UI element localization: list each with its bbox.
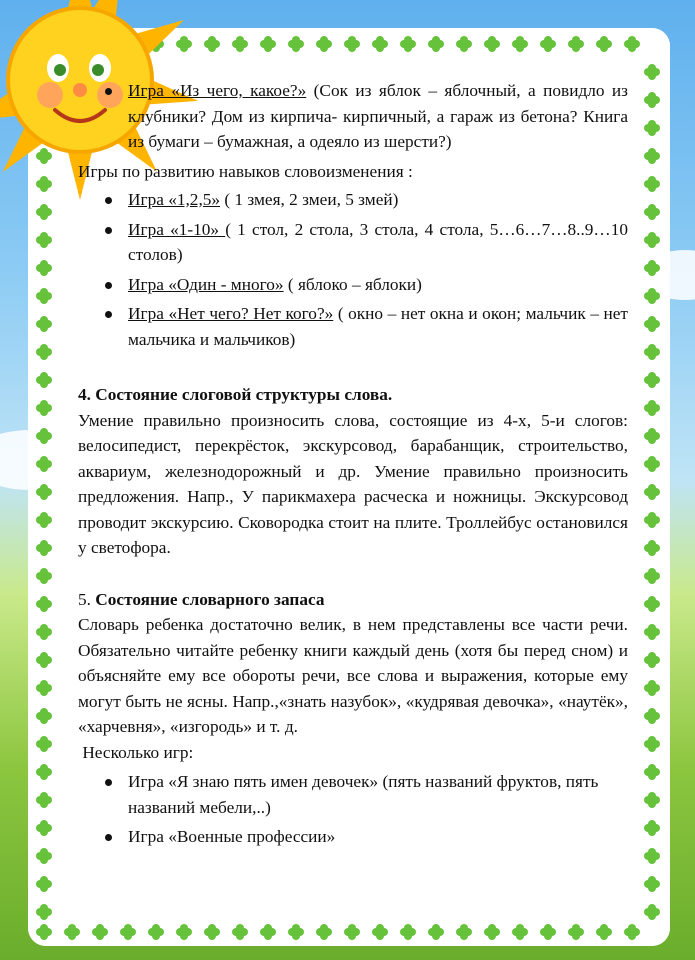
list-item [78, 272, 628, 298]
bullet-icon [105, 779, 112, 786]
list-item [78, 78, 628, 155]
section-5-intro: Несколько игр: [78, 742, 194, 762]
paragraph-intro: Игры по развитию навыков словоизменения : [78, 161, 413, 181]
section-5-heading: Состояние словарного запаса [95, 589, 325, 609]
bullet-icon [105, 227, 112, 234]
document-content [78, 78, 628, 854]
game-description: ( 1 стол, 2 стола, 3 стола, 4 стола, 5…6…7…8..9…10 столов) [128, 219, 628, 264]
section-5-text: Словарь ребенка достаточно велик, в нем представлены все части речи. Обязательно читайте ребенку книги каждый день (хотя бы перед сном) и объясняйте ему все обороты речи, все слова и выражения, которые ему могут быть не ясны. Напр.,«знать назубок», «кудрявая девочка», «наутёк», «харчевня», «изгородь» и т. д. [78, 615, 628, 736]
section-5-number: 5. [78, 589, 96, 609]
game-title: Игра «Один - много» [128, 274, 284, 294]
game-title: Игра «Нет чего? Нет кого?» [128, 304, 334, 323]
bullet-icon [105, 834, 112, 841]
section-5-heading-line [78, 587, 628, 613]
list-item [78, 187, 628, 213]
game-item: Игра «Я знаю пять имен девочек» (пять названий фруктов, пять названий мебели,..) [128, 772, 599, 817]
list-item [78, 824, 628, 850]
list-item [78, 301, 628, 352]
game-description: ( окно – нет окна и окон; мальчик – нет мальчика и мальчиков) [128, 304, 628, 349]
list-item [78, 217, 628, 268]
bullet-icon [105, 88, 112, 95]
game-title: Игра «Из чего, какое?» [128, 81, 307, 100]
list-item [78, 769, 628, 820]
section-4-heading: 4. Состояние слоговой структуры слова. [78, 385, 393, 404]
game-description: ( яблоко – яблоки) [283, 274, 422, 294]
game-title: Игра «1-10» [128, 219, 226, 239]
game-item: Игра «Военные профессии» [128, 827, 336, 846]
bullet-icon [105, 282, 112, 289]
bullet-list-2 [78, 187, 628, 352]
game-description: (Сок из яблок – яблочный, а повидло из клубники? Дом из кирпича- кирпичный, а гараж из бетона? Книга из бумаги – бумажная, а одеяло из шерсти?) [128, 81, 629, 151]
bullet-list-3 [78, 769, 628, 850]
game-description: ( 1 змея, 2 змеи, 5 змей) [220, 190, 399, 209]
bullet-icon [105, 197, 112, 204]
section-4-text: Умение правильно произносить слова, состоящие из 4-х, 5-и слогов: велосипедист, перекрёсток, экскурсовод, барабанщик, строительство, аквариум, железнодорожный и др. Умение правильно произносить предложения. Напр., У парикмахера расческа и ножницы. Экскурсовод проводит экскурсию. Сковородка стоит на плите. Троллейбус остановился у светофора. [78, 410, 628, 557]
bullet-icon [105, 311, 112, 318]
bullet-list-1 [78, 78, 628, 155]
game-title: Игра «1,2,5» [128, 190, 221, 209]
